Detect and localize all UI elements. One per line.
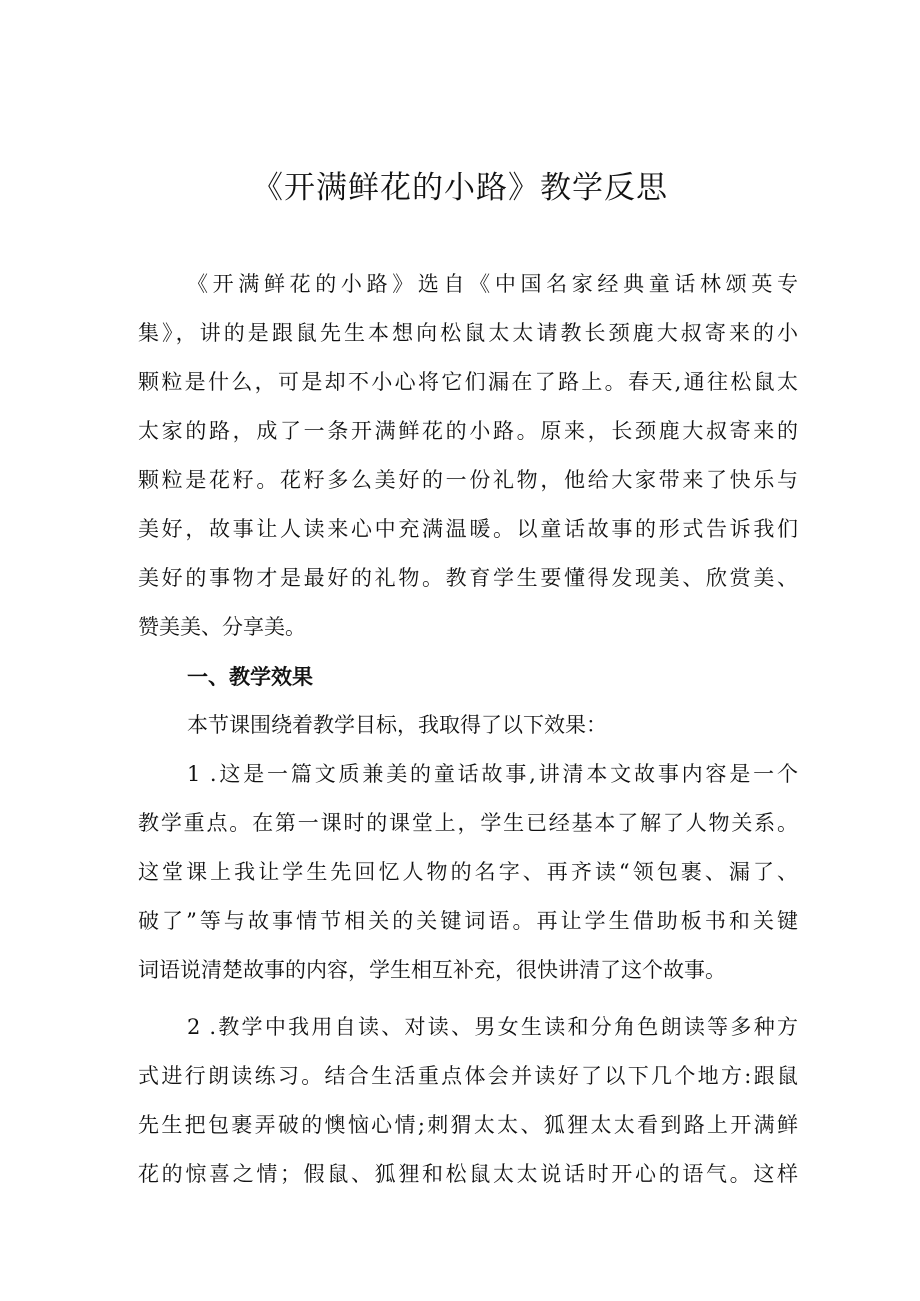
text-line: 集》，讲的是跟鼠先生本想向松鼠太太请教长颈鹿大叔寄来的小 <box>138 321 798 345</box>
document-body <box>138 260 798 1199</box>
text-line: 花的惊喜之情；假鼠、狐狸和松鼠太太说话时开心的语气。这样 <box>138 1162 798 1186</box>
lead-paragraph: 本节课围绕着教学目标，我取得了以下效果： <box>187 713 607 737</box>
text-line: 式进行朗读练习。结合生活重点体会并读好了以下几个地方:跟鼠 <box>138 1064 798 1088</box>
point-1-paragraph <box>138 750 798 995</box>
page-title: 《开满鲜花的小路》教学反思 <box>252 170 668 206</box>
text-line: 颗粒是什么，可是却不小心将它们漏在了路上。春天,通往松鼠太 <box>138 370 798 394</box>
point-2-paragraph <box>138 1003 798 1199</box>
text-line: 赞美美、分享美。 <box>138 615 306 639</box>
text-line: 太家的路，成了一条开满鲜花的小路。原来，长颈鹿大叔寄来的 <box>138 419 798 443</box>
text-line: 美好，故事让人读来心中充满温暖。以童话故事的形式告诉我们 <box>138 517 798 541</box>
paragraph-gap <box>138 995 798 1003</box>
text-line: 1 .这是一篇文质兼美的童话故事,讲清本文故事内容是一个 <box>187 762 798 786</box>
text-line: 教学重点。在第一课时的课堂上，学生已经基本了解了人物关系。 <box>138 811 798 835</box>
text-line: 2 .教学中我用自读、对读、男女生读和分角色朗读等多种方 <box>187 1015 798 1039</box>
text-line: 先生把包裹弄破的懊恼心情;刺猬太太、狐狸太太看到路上开满鲜 <box>138 1113 798 1137</box>
text-line: 词语说清楚故事的内容，学生相互补充，很快讲清了这个故事。 <box>138 958 726 982</box>
text-line: 这堂课上我让学生先回忆人物的名字、再齐读“领包裹、漏了、 <box>138 860 798 884</box>
text-line: 颗粒是花籽。花籽多么美好的一份礼物，他给大家带来了快乐与 <box>138 468 798 492</box>
text-line: 《开满鲜花的小路》选自《中国名家经典童话林颂英专 <box>187 272 798 296</box>
intro-paragraph <box>138 260 798 652</box>
section-heading: 一、教学效果 <box>187 664 313 689</box>
text-line: 破了”等与故事情节相关的关键词语。再让学生借助板书和关键 <box>138 909 798 933</box>
text-line: 美好的事物才是最好的礼物。教育学生要懂得发现美、欣赏美、 <box>138 566 798 590</box>
